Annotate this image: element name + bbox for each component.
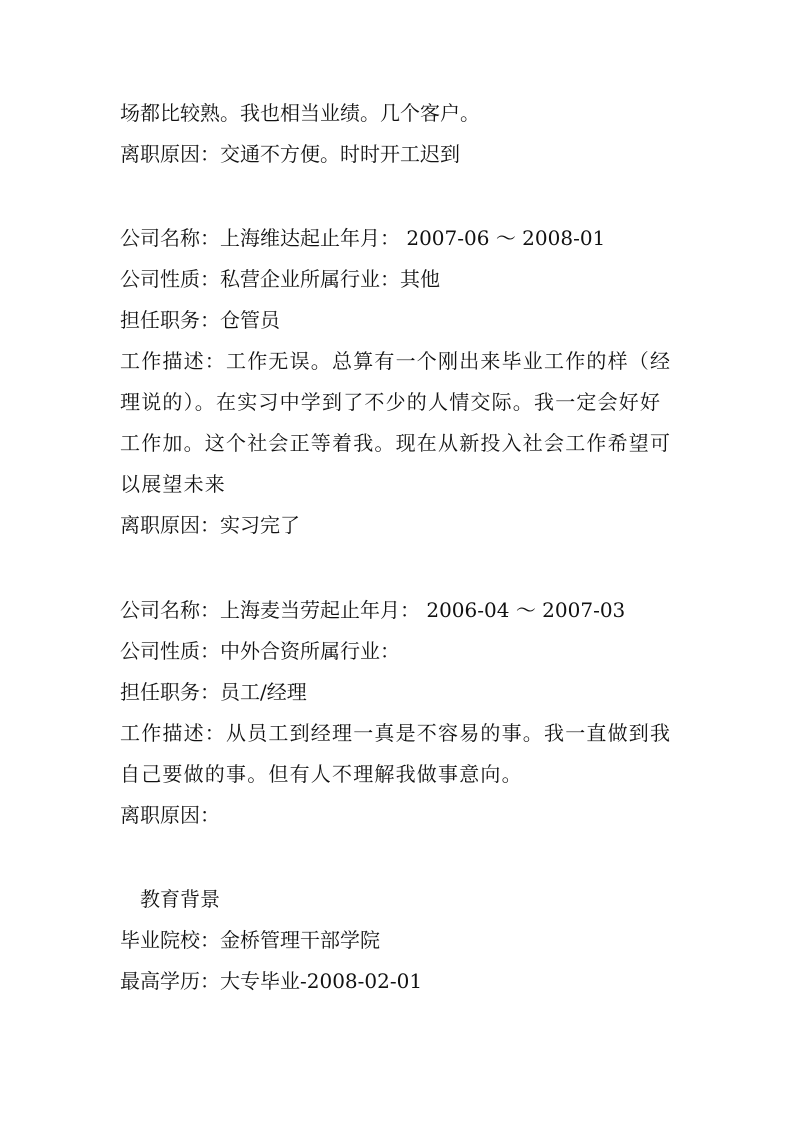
previous-job-leave-reason: 离职原因：交通不方便。时时开工迟到 bbox=[120, 142, 460, 166]
education-heading: 教育背景 bbox=[140, 887, 220, 911]
highest-degree-line: 最高学历：大专毕业-2008-02-01 bbox=[120, 969, 423, 993]
job-description-paragraph: 工作描述：工作无误。总算有一个刚出来毕业工作的样（经理说的）。在实习中学到了不少的人情交际。我一定会好好工作加。这个社会正等着我。现在从新投入社会工作希望可以展望未来 bbox=[120, 349, 672, 496]
job-description-paragraph: 工作描述：从员工到经理一真是不容易的事。我一直做到我自己要做的事。但有人不理解我做事意向。 bbox=[120, 721, 672, 786]
job-position-line: 担任职务：仓管员 bbox=[120, 308, 280, 332]
company-nature-line: 公司性质：中外合资所属行业： bbox=[120, 639, 400, 663]
company-nature-line: 公司性质：私营企业所属行业：其他 bbox=[120, 267, 440, 291]
leave-reason-line: 离职原因：实习完了 bbox=[120, 513, 300, 537]
graduated-school-line: 毕业院校：金桥管理干部学院 bbox=[120, 928, 380, 952]
job-position-line: 担任职务：员工/经理 bbox=[120, 680, 307, 704]
leave-reason-line: 离职原因： bbox=[120, 803, 220, 827]
company-name-line: 公司名称：上海麦当劳起止年月： 2006-04 ～ 2007-03 bbox=[120, 598, 626, 622]
company-name-line: 公司名称：上海维达起止年月： 2007-06 ～ 2008-01 bbox=[120, 226, 606, 250]
previous-job-description-line: 场都比较熟。我也相当业绩。几个客户。 bbox=[120, 101, 480, 125]
